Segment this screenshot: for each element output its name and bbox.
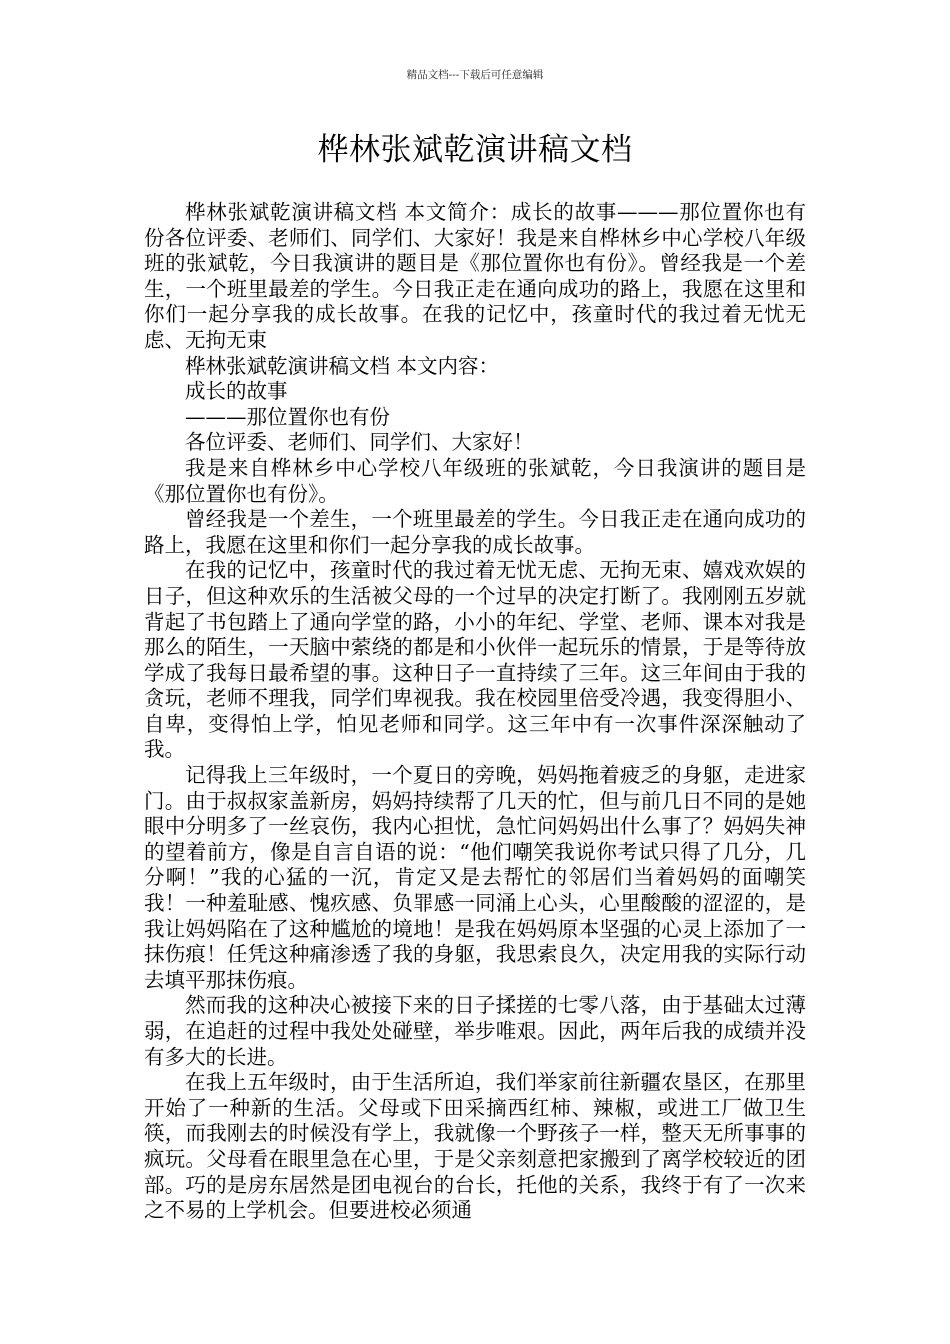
document-body (144, 200, 806, 1224)
document-title: 桦林张斌乾演讲稿文档 (317, 132, 633, 168)
paragraph-childhood: 在我的记忆中，孩童时代的我过着无忧无虑、无拘无束、嬉戏欢娱的日子，但这种欢乐的生活被父母的一个过早的决定打断了。我刚刚五岁就背起了书包踏上了通向学堂的路，小小的年纪、学堂、老师、课本对我是那么的陌生，一天脑中萦绕的都是和小伙伴一起玩乐的情景，于是等待放学成了我每日最希望的事。这种日子一直持续了三年。这三年间由于我的贪玩，老师不理我，同学们卑视我。我在校园里倍受冷遇，我变得胆小、自卑，变得怕上学，怕见老师和同学。这三年中有一次事件深深触动了我。 (144, 558, 806, 762)
paragraph-struggle: 然而我的这种决心被接下来的日子揉搓的七零八落，由于基础太过薄弱，在追赶的过程中我处处碰壁，举步唯艰。因此，两年后我的成绩并没有多大的长进。 (144, 993, 806, 1069)
paragraph-intro: 我是来自桦林乡中心学校八年级班的张斌乾，今日我演讲的题目是《那位置你也有份》。 (144, 455, 806, 506)
paragraph-subtitle-line: ———那位置你也有份 (185, 404, 390, 429)
paragraph-third-grade: 记得我上三年级时，一个夏日的旁晚，妈妈拖着疲乏的身躯，走进家门。由于叔叔家盖新房，妈妈持续帮了几天的忙，但与前几日不同的是她眼中分明多了一丝哀伤，我内心担忧，急忙问妈妈出什么事了？妈妈失神的望着前方，像是自言自语的说：“他们嘲笑我说你考试只得了几分，几分啊！”我的心猛的一沉，肯定又是去帮忙的邻居们当着妈妈的面嘲笑我！一种羞耻感、愧疚感、负罪感一同涌上心头，心里酸酸的涩涩的，是我让妈妈陷在了这种尴尬的境地！是我在妈妈原本坚强的心灵上添加了一抹伤痕！任凭这种痛渗透了我的身躯，我思索良久，决定用我的实际行动去填平那抹伤痕。 (144, 763, 806, 992)
paragraph-greeting: 各位评委、老师们、同学们、大家好！ (185, 430, 534, 455)
paragraph-content-label: 桦林张斌乾演讲稿文档 本文内容： (185, 353, 500, 378)
page-header: 精品文档---下载后可任意编辑 (406, 69, 544, 81)
paragraph-summary: 桦林张斌乾演讲稿文档 本文简介：成长的故事———那位置你也有份各位评委、老师们、同学们、大家好！我是来自桦林乡中心学校八年级班的张斌乾，今日我演讲的题目是《那位置你也有份》。曾经我是一个差生，一个班里最差的学生。今日我正走在通向成功的路上，我愿在这里和你们一起分享我的成长故事。在我的记忆中，孩童时代的我过着无忧无虑、无拘无束 (144, 200, 806, 352)
paragraph-subtitle: 成长的故事 (185, 379, 288, 404)
paragraph-fifth-grade: 在我上五年级时，由于生活所迫，我们举家前往新疆农垦区，在那里开始了一种新的生活。父母或下田采摘西红柿、辣椒，或进工厂做卫生筷，而我刚去的时候没有学上，我就像一个野孩子一样，整天无所事事的疯玩。父母看在眼里急在心里，于是父亲刻意把家搬到了离学校较近的团部。巧的是房东居然是团电视台的台长，托他的关系，我终于有了一次来之不易的上学机会。但要进校必须通 (144, 1070, 806, 1223)
paragraph-past: 曾经我是一个差生，一个班里最差的学生。今日我正走在通向成功的路上，我愿在这里和你们一起分享我的成长故事。 (144, 507, 806, 557)
